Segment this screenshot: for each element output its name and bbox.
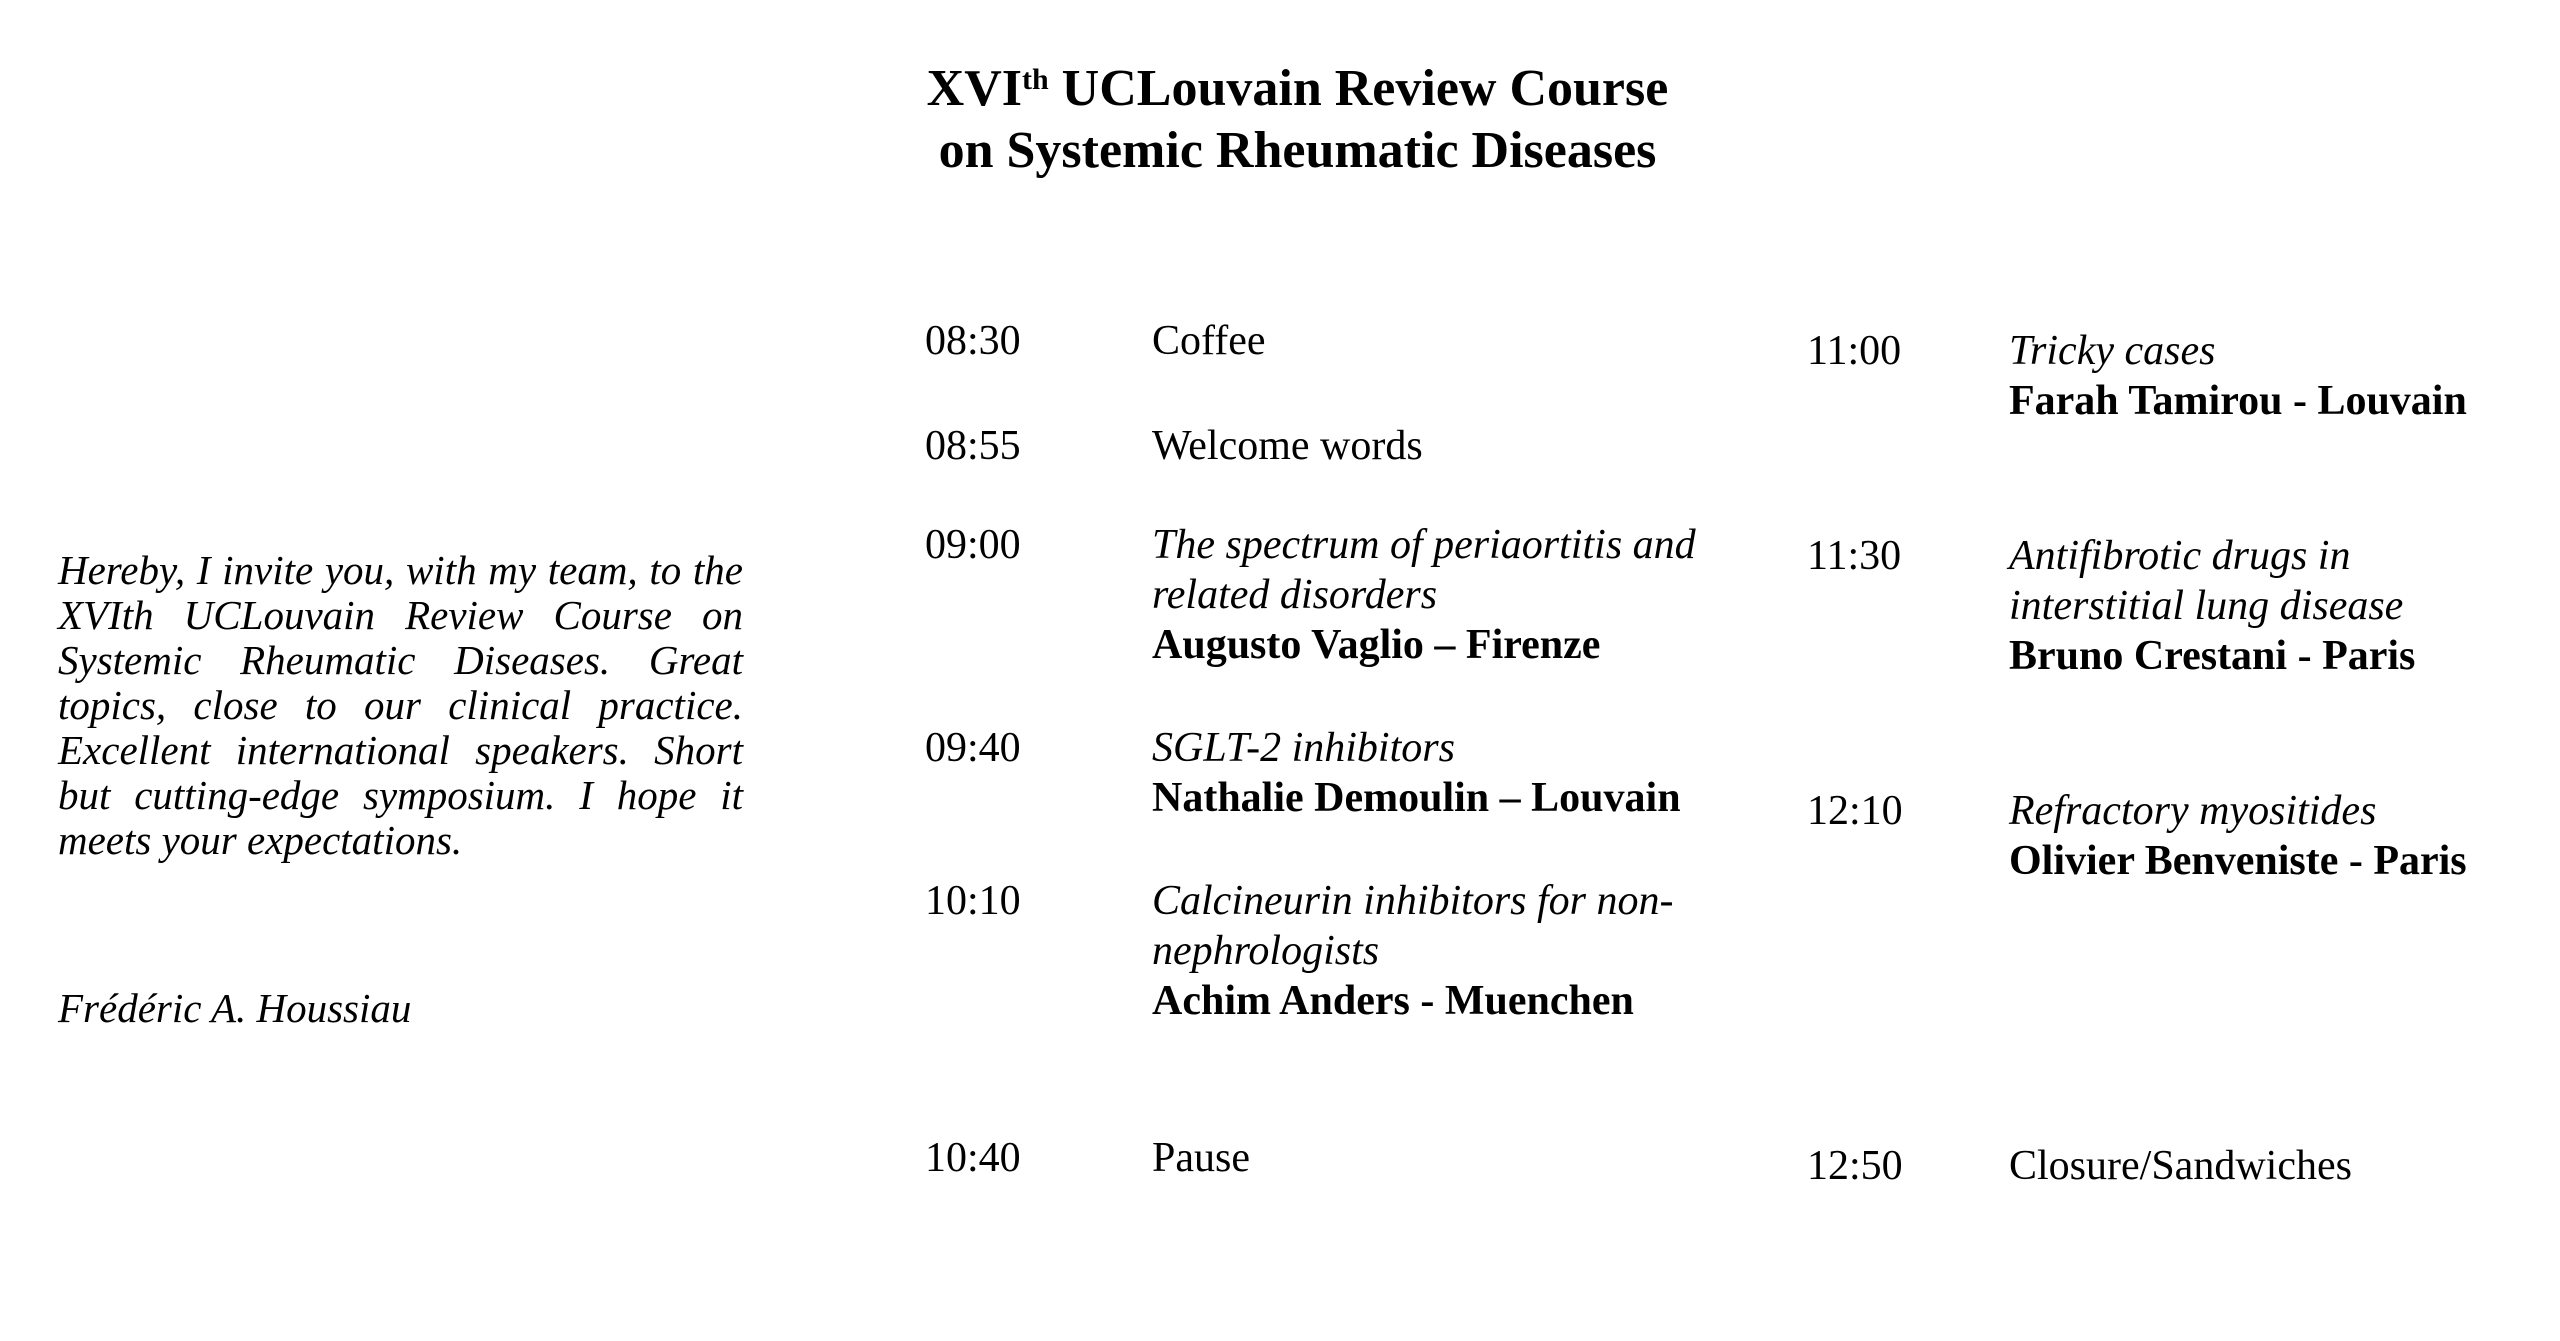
session-topic: Calcineurin inhibitors for non-nephrologists [1152, 878, 1674, 974]
session-speaker: Nathalie Demoulin – Louvain [1152, 775, 1681, 821]
session-topic: Pause [1152, 1135, 1250, 1181]
page-title-line-1 [900, 58, 1695, 120]
invitation-line: topics, close to our clinical practice. [58, 682, 743, 728]
page-title-line-2: on Systemic Rheumatic Diseases [938, 122, 1657, 179]
session-speaker: Farah Tamirou - Louvain [2009, 378, 2467, 424]
invitation-line: but cutting-edge symposium. I hope it [58, 772, 743, 818]
session-topic: Antifibrotic drugs in interstitial lung disease [2009, 533, 2404, 629]
invitation-signature: Frédéric A. Houssiau [58, 985, 412, 1031]
invitation-line: meets your expectations. [58, 817, 463, 863]
session-entry [1152, 1133, 1732, 1183]
session-entry [1152, 876, 1732, 1026]
session-entry [1152, 723, 1732, 823]
session-entry [1152, 421, 1732, 471]
time-label: 08:55 [925, 423, 1021, 469]
session-topic: Coffee [1152, 318, 1266, 364]
title-ordinal-superscript: th [1021, 62, 1049, 96]
session-entry [1152, 520, 1732, 670]
time-label: 10:10 [925, 878, 1021, 924]
session-speaker: Achim Anders - Muenchen [1152, 978, 1634, 1024]
session-topic: SGLT-2 inhibitors [1152, 725, 1455, 771]
invitation-line: XVIth UCLouvain Review Course on [58, 592, 743, 638]
session-entry [1152, 316, 1732, 366]
time-label: 11:00 [1807, 328, 1902, 374]
time-label: 12:50 [1807, 1143, 1903, 1189]
session-topic: The spectrum of periaortitis and related disorders [1152, 522, 1696, 618]
page-title [900, 58, 1695, 182]
time-label: 10:40 [925, 1135, 1021, 1181]
session-speaker: Bruno Crestani - Paris [2009, 633, 2416, 679]
time-label: 12:10 [1807, 788, 1903, 834]
invitation-paragraph [58, 548, 743, 863]
title-line-1-text: UCLouvain Review Course [1061, 60, 1669, 117]
title-roman-numeral: XVI [926, 60, 1022, 117]
invitation-line: Hereby, I invite you, with my team, to the [58, 547, 743, 593]
session-entry [2009, 786, 2509, 886]
time-label: 11:30 [1807, 533, 1902, 579]
session-speaker: Augusto Vaglio – Firenze [1152, 622, 1601, 668]
time-label: 08:30 [925, 318, 1021, 364]
time-label: 09:00 [925, 522, 1021, 568]
session-topic: Closure/Sandwiches [2009, 1143, 2352, 1189]
session-topic: Tricky cases [2009, 328, 2216, 374]
session-topic: Refractory myositides [2009, 788, 2377, 834]
session-entry [2009, 531, 2509, 681]
session-topic: Welcome words [1152, 423, 1423, 469]
session-entry [2009, 1141, 2509, 1191]
invitation-line: Systemic Rheumatic Diseases. Great [58, 637, 743, 683]
time-label: 09:40 [925, 725, 1021, 771]
session-entry [2009, 326, 2509, 426]
session-speaker: Olivier Benveniste - Paris [2009, 838, 2467, 884]
invitation-line: Excellent international speakers. Short [58, 727, 743, 773]
